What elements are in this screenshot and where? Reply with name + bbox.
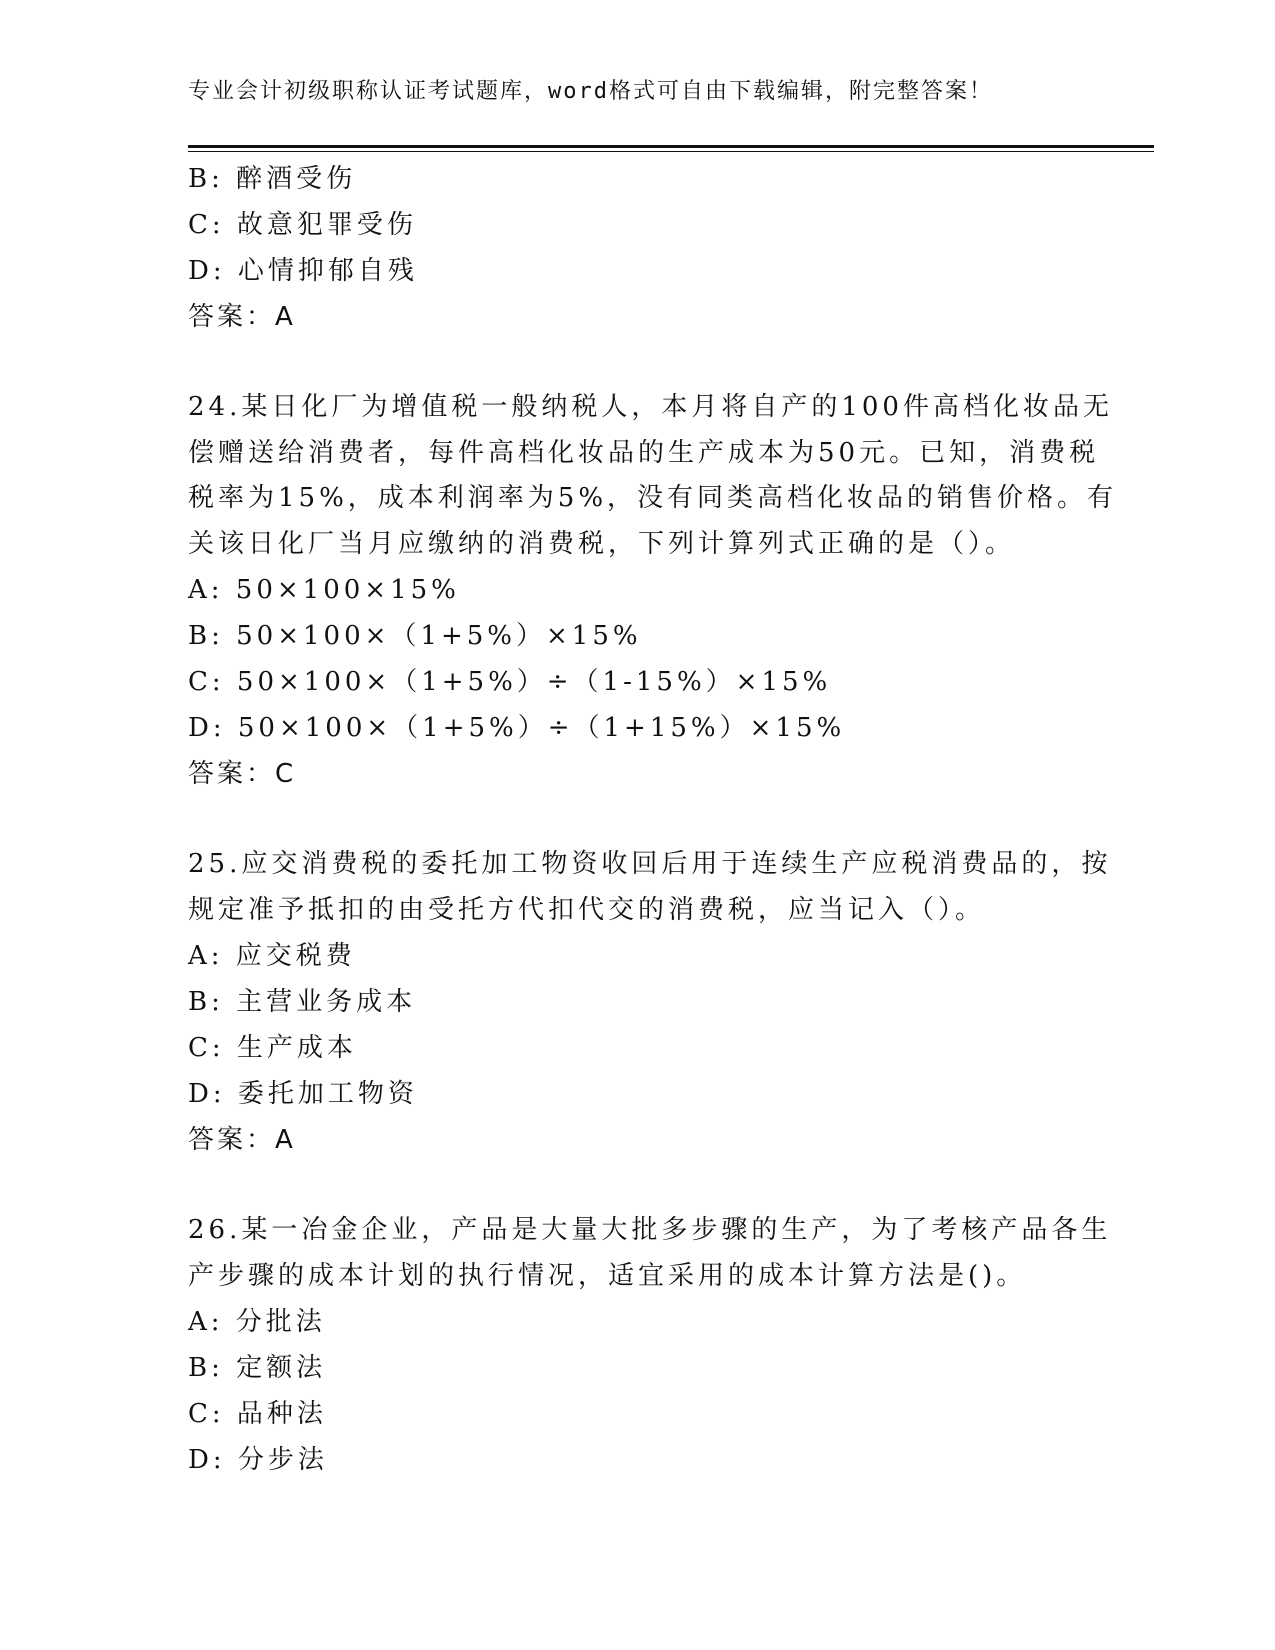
page-header: 专业会计初级职称认证考试题库，word格式可自由下载编辑，附完整答案！ — [188, 79, 993, 104]
option-d: D: 50×100×（1+5%）÷（1+15%）×15% — [188, 713, 846, 743]
question-text-line: 产步骤的成本计划的执行情况，适宜采用的成本计算方法是()。 — [188, 1260, 1027, 1291]
question-text-line: 关该日化厂当月应缴纳的消费税，下列计算列式正确的是（）。 — [188, 528, 1016, 559]
option-c: C: 生产成本 — [188, 1033, 357, 1063]
option-b: B: 主营业务成本 — [188, 987, 417, 1017]
option-d: D: 分步法 — [188, 1445, 328, 1475]
question-26 — [188, 1208, 1112, 1483]
option-b: B: 定额法 — [188, 1353, 327, 1383]
question-text-line: 25.应交消费税的委托加工物资收回后用于连续生产应税消费品的，按 — [188, 849, 1112, 879]
option-d: D: 委托加工物资 — [188, 1079, 418, 1109]
option-b: B: 50×100×（1+5%）×15% — [188, 621, 642, 651]
question-text-line: 税率为15%，成本利润率为5%，没有同类高档化妆品的销售价格。有 — [188, 483, 1118, 513]
option-c: C: 品种法 — [188, 1399, 327, 1429]
question-text-line: 26.某一冶金企业，产品是大量大批多步骤的生产，为了考核产品各生 — [188, 1215, 1112, 1245]
option-d: D: 心情抑郁自残 — [188, 256, 418, 286]
option-a: A: 应交税费 — [188, 941, 356, 971]
question-24 — [188, 385, 1118, 797]
option-b: B: 醉酒受伤 — [188, 164, 357, 194]
answer-line: 答案：A — [188, 302, 296, 332]
question-text-line: 规定准予抵扣的由受托方代扣代交的消费税，应当记入（）。 — [188, 894, 986, 925]
question-text-line: 偿赠送给消费者，每件高档化妆品的生产成本为50元。已知，消费税 — [188, 437, 1100, 468]
document-body — [188, 156, 1118, 1483]
answer-line: 答案：C — [188, 759, 297, 789]
question-text-line: 24.某日化厂为增值税一般纳税人，本月将自产的100件高档化妆品无 — [188, 392, 1113, 422]
answer-line: 答案：A — [188, 1125, 296, 1155]
header-rule-thick — [188, 145, 1154, 148]
header-rule-thin — [188, 151, 1154, 152]
option-a: A: 50×100×15% — [188, 575, 460, 605]
option-c: C: 故意犯罪受伤 — [188, 210, 417, 240]
question-23-continued — [188, 156, 1088, 340]
option-c: C: 50×100×（1+5%）÷（1-15%）×15% — [188, 667, 832, 697]
question-25 — [188, 842, 1112, 1163]
option-a: A: 分批法 — [188, 1307, 326, 1337]
